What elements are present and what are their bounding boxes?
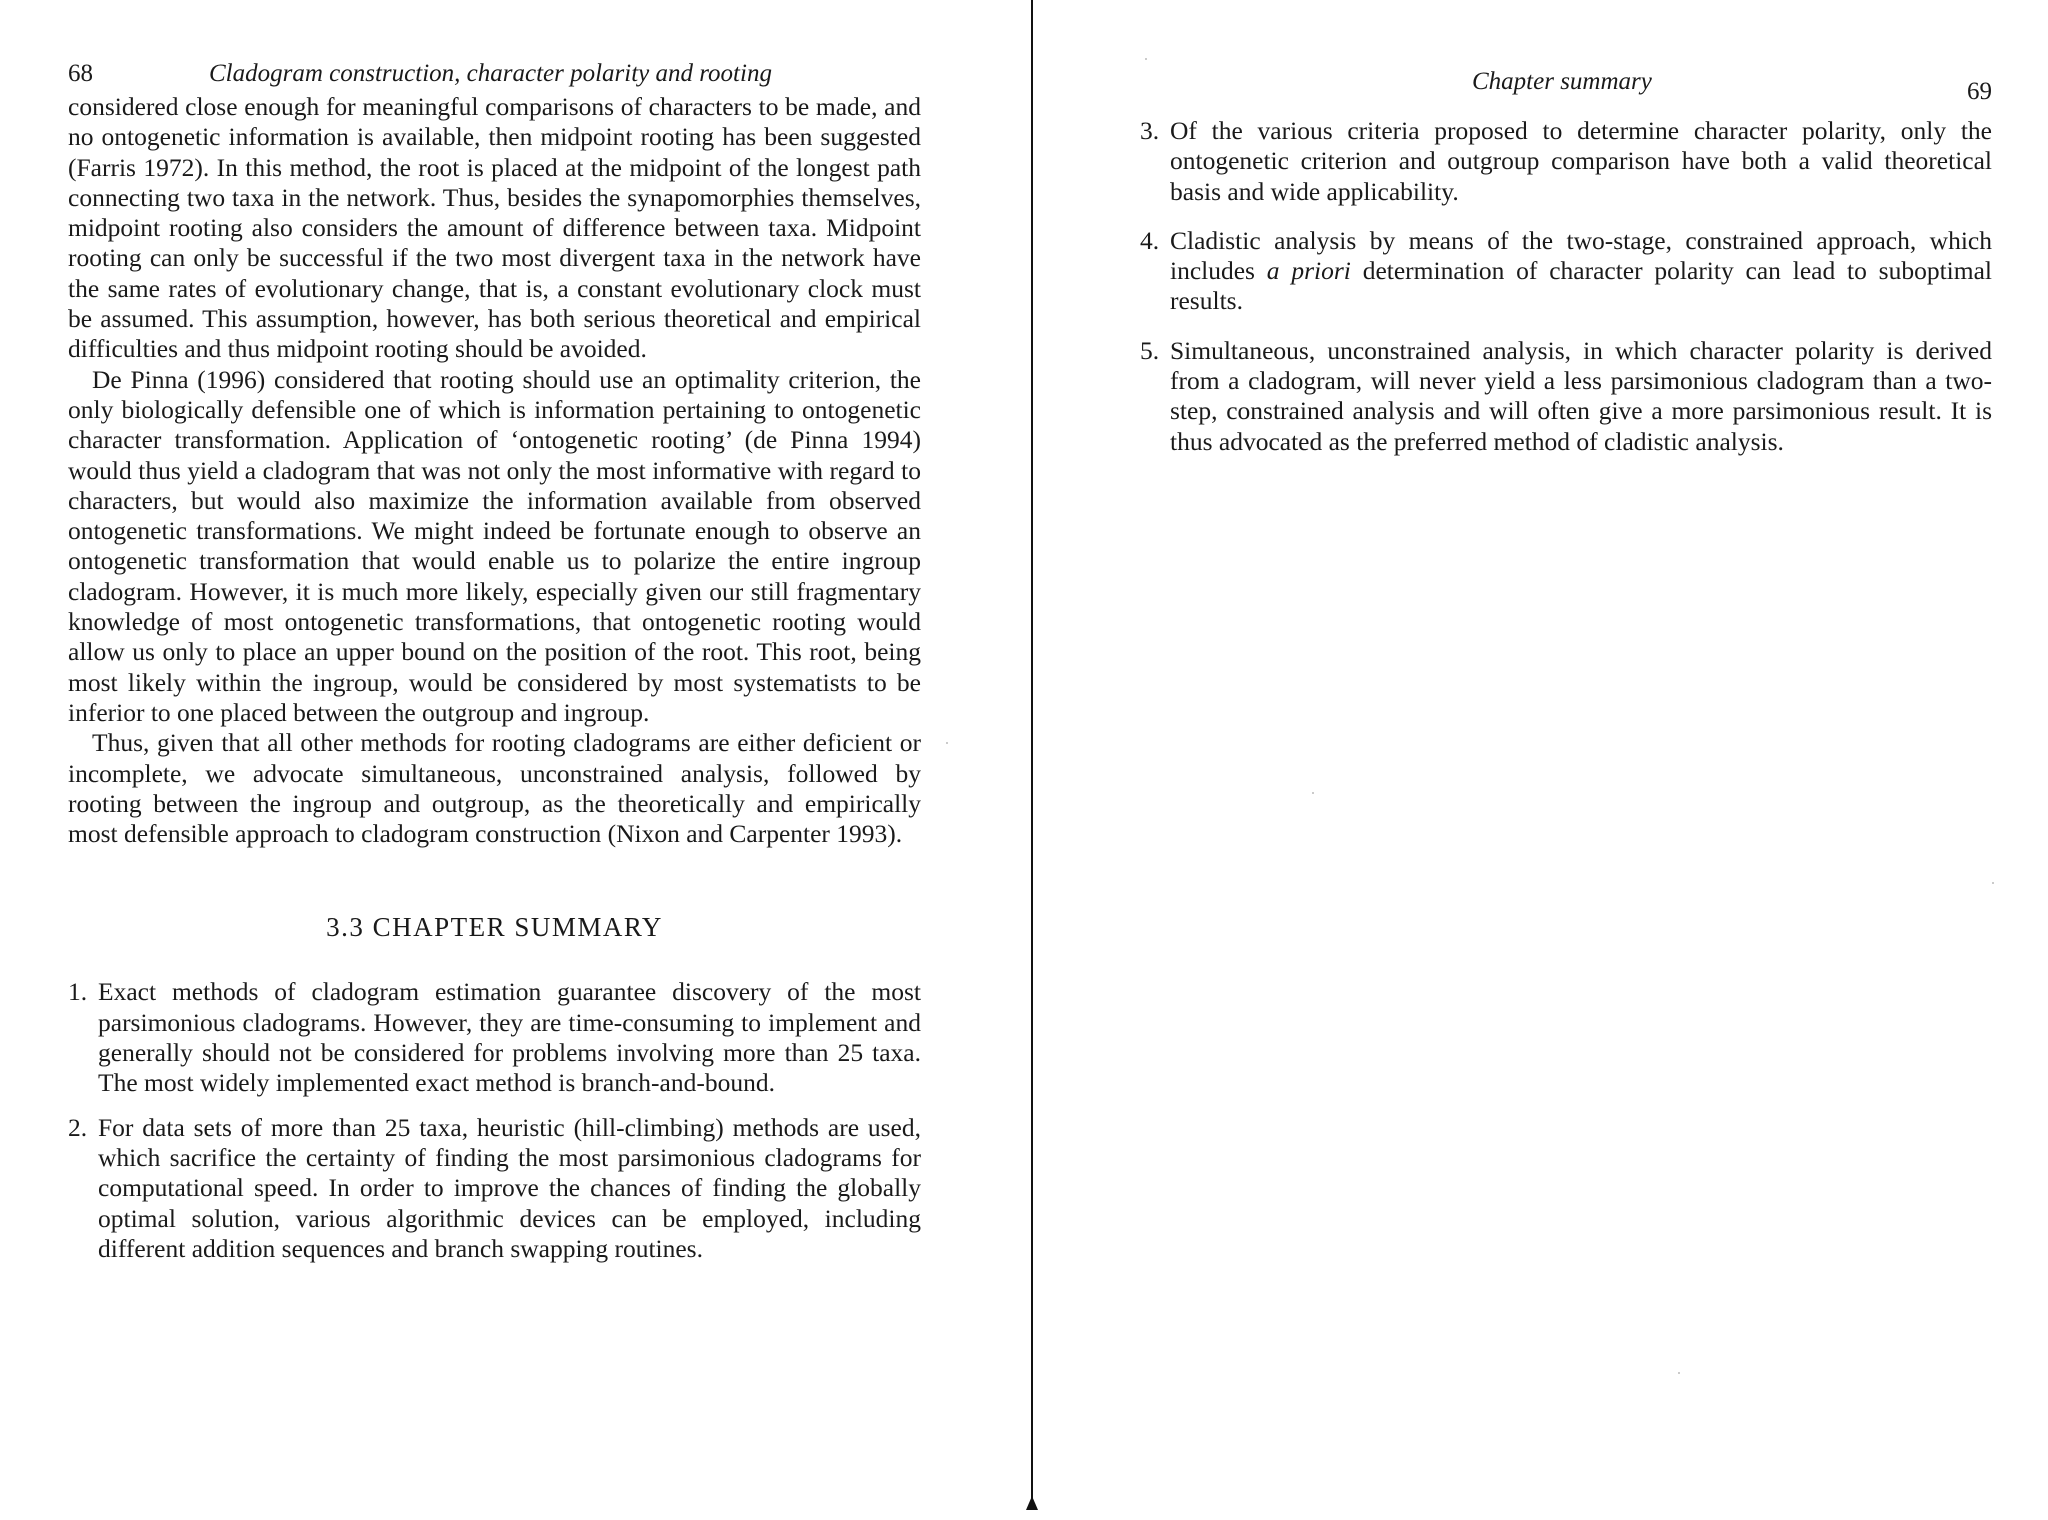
right-page (1140, 62, 1992, 476)
list-item-text-part: determination of character polarity can lead to suboptimal results. (1170, 256, 1992, 316)
page-number-left: 68 (68, 60, 93, 87)
list-number: 5. (1140, 335, 1160, 365)
list-number: 3. (1140, 116, 1160, 145)
list-number: 4. (1140, 225, 1160, 255)
list-number: 1. (68, 977, 88, 1007)
right-running-head (1140, 62, 1992, 116)
paragraph-midpoint-rooting: considered close enough for meaningful comparisons of characters to be made, and no ontogenetic information is available, then midpoint rooting has been suggested (Farris 1972). In this method, the root is placed at the midpoint of the longest path connecting two taxa in the network. Thus, besides the synapomorphies themselves, midpoint rooting also considers the amount of difference between taxa. Midpoint rooting can only be successful if the two most divergent taxa in the network have the same rates of evolutionary change, that is, a constant evolutionary clock must be assumed. This assumption, however, has both serious theoretical and empirical difficulties and thus midpoint rooting should be avoided. (68, 92, 921, 364)
list-item (1140, 226, 1992, 317)
list-item (68, 1113, 921, 1264)
list-number: 2. (68, 1112, 88, 1142)
left-running-head (68, 52, 921, 92)
book-gutter (1031, 0, 1033, 1510)
page-number-right: 69 (1967, 78, 1992, 105)
list-item (1140, 336, 1992, 457)
list-item (1140, 116, 1992, 207)
italic-term: a priori (1266, 256, 1351, 286)
scan-speck (1145, 58, 1147, 60)
list-item-text: For data sets of more than 25 taxa, heuristic (hill-climbing) methods are used, which sacrifice the certainty of finding the most parsimonious cladograms for computational speed. In order to improve the chances of finding the globally optimal solution, various algorithmic devices can be employed, including different addition sequences and branch swapping routines. (98, 1112, 921, 1263)
list-item (68, 977, 921, 1098)
list-item-text: Of the various criteria proposed to determine character polarity, only the ontogenetic criterion and outgroup comparison have both a valid theoretical basis and wide applicability. (1170, 116, 1992, 206)
paragraph-ontogenetic-rooting: De Pinna (1996) considered that rooting should use an optimality criterion, the only biologically defensible one of which is information pertaining to ontogenetic character transformation. Application of ‘ontogenetic rooting’ (de Pinna 1994) would thus yield a cladogram that was not only the most informative with regard to characters, but would also maximize the information available from observed ontogenetic transformations. We might indeed be fortunate enough to observe an ontogenetic transformation that would enable us to polarize the entire ingroup cladogram. However, it is much more likely, especially given our still fragmentary knowledge of most ontogenetic transformations, that ontogenetic rooting would allow us only to place an upper bound on the position of the root. This root, being most likely within the ingroup, would be considered by most systematists to be inferior to one placed between the outgroup and ingroup. (68, 364, 921, 727)
scan-speck (1992, 882, 1994, 884)
gutter-shadow (1026, 1496, 1038, 1510)
section-heading: 3.3 CHAPTER SUMMARY (326, 912, 663, 943)
scan-speck (1678, 1372, 1680, 1374)
list-item-text-part: Cladistic analysis by means of the two-stage, constrained approach, which includes (1170, 225, 1992, 286)
left-page (68, 52, 921, 1278)
list-item-text: Simultaneous, unconstrained analysis, in which character polarity is derived from a cladogram, will never yield a less parsimonious cladogram than a two-step, constrained analysis and will often give a more parsimonious result. It is thus advocated as the preferred method of cladistic analysis. (1170, 335, 1992, 456)
list-item-text: Exact methods of cladogram estimation guarantee discovery of the most parsimonious cladograms. However, they are time-consuming to implement and generally should not be considered for problems involving more than 25 taxa. The most widely implemented exact method is branch-and-bound. (98, 977, 921, 1098)
running-head-title-left: Cladogram construction, character polarity and rooting (209, 60, 772, 87)
scan-speck (1312, 792, 1314, 794)
summary-list-left (68, 977, 921, 1264)
paragraph-conclusion: Thus, given that all other methods for rooting cladograms are either deficient or incomplete, we advocate simultaneous, unconstrained analysis, followed by rooting between the ingroup and outgroup, as the theoretically and empirically most defensible approach to cladogram construction (Nixon and Carpenter 1993). (68, 728, 921, 849)
scan-speck (946, 742, 948, 744)
summary-list-right (1140, 116, 1992, 457)
list-item-text (1170, 226, 1992, 317)
running-head-title-right: Chapter summary (1472, 68, 1652, 95)
